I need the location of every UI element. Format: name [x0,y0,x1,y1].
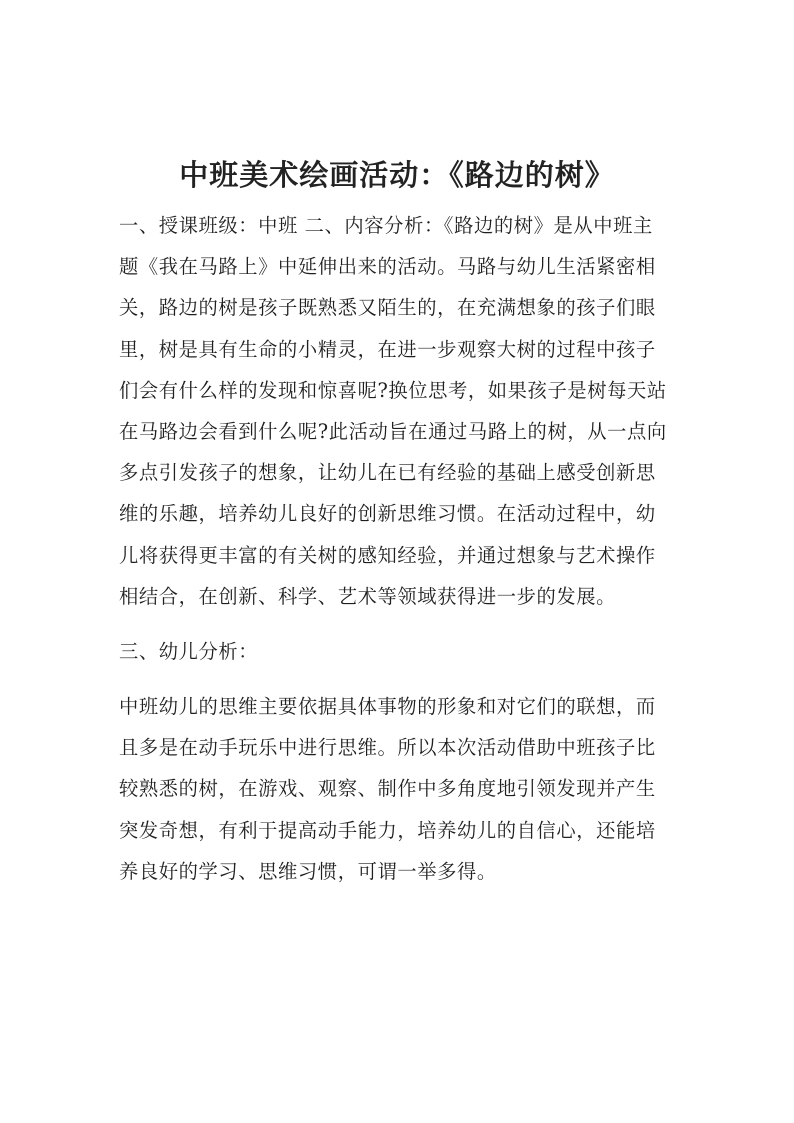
text-line: 一、授课班级：中班 二、内容分析：《路边的树》是从中班主 [119,214,653,237]
text-line: 在马路边会看到什么呢?此活动旨在通过马路上的树，从一点向 [119,420,667,444]
text-line: 且多是在动手玩乐中进行思维。所以本次活动借助中班孩子比 [119,736,656,760]
paragraph-child-analysis [119,686,675,892]
text-line: 里，树是具有生命的小精灵，在进一步观察大树的过程中孩子 [119,337,656,361]
section-heading-child-analysis: 三、幼儿分析： [119,640,259,663]
text-line: 突发奇想，有利于提高动手能力，培养幼儿的自信心，还能培 [119,818,656,842]
text-line: 维的乐趣，培养幼儿良好的创新思维习惯。在活动过程中，幼 [119,502,656,526]
paragraph-content-analysis [119,205,675,617]
text-line: 多点引发孩子的想象，让幼儿在已有经验的基础上感受创新思 [119,461,656,485]
document-title: 中班美术绘画活动：《路边的树》 [179,158,615,192]
text-line: 题《我在马路上》中延伸出来的活动。马路与幼儿生活紧密相 [119,255,656,279]
text-line: 儿将获得更丰富的有关树的感知经验，并通过想象与艺术操作 [119,543,656,567]
text-line: 关，路边的树是孩子既熟悉又陌生的，在充满想象的孩子们眼 [119,296,656,320]
text-line: 们会有什么样的发现和惊喜呢?换位思考，如果孩子是树每天站 [119,378,667,402]
text-line: 较熟悉的树，在游戏、观察、制作中多角度地引领发现并产生 [119,777,656,801]
text-line: 中班幼儿的思维主要依据具体事物的形象和对它们的联想，而 [119,695,656,718]
text-line: 养良好的学习、思维习惯，可谓一举多得。 [119,859,497,883]
text-line: 相结合，在创新、科学、艺术等领域获得进一步的发展。 [119,584,617,608]
